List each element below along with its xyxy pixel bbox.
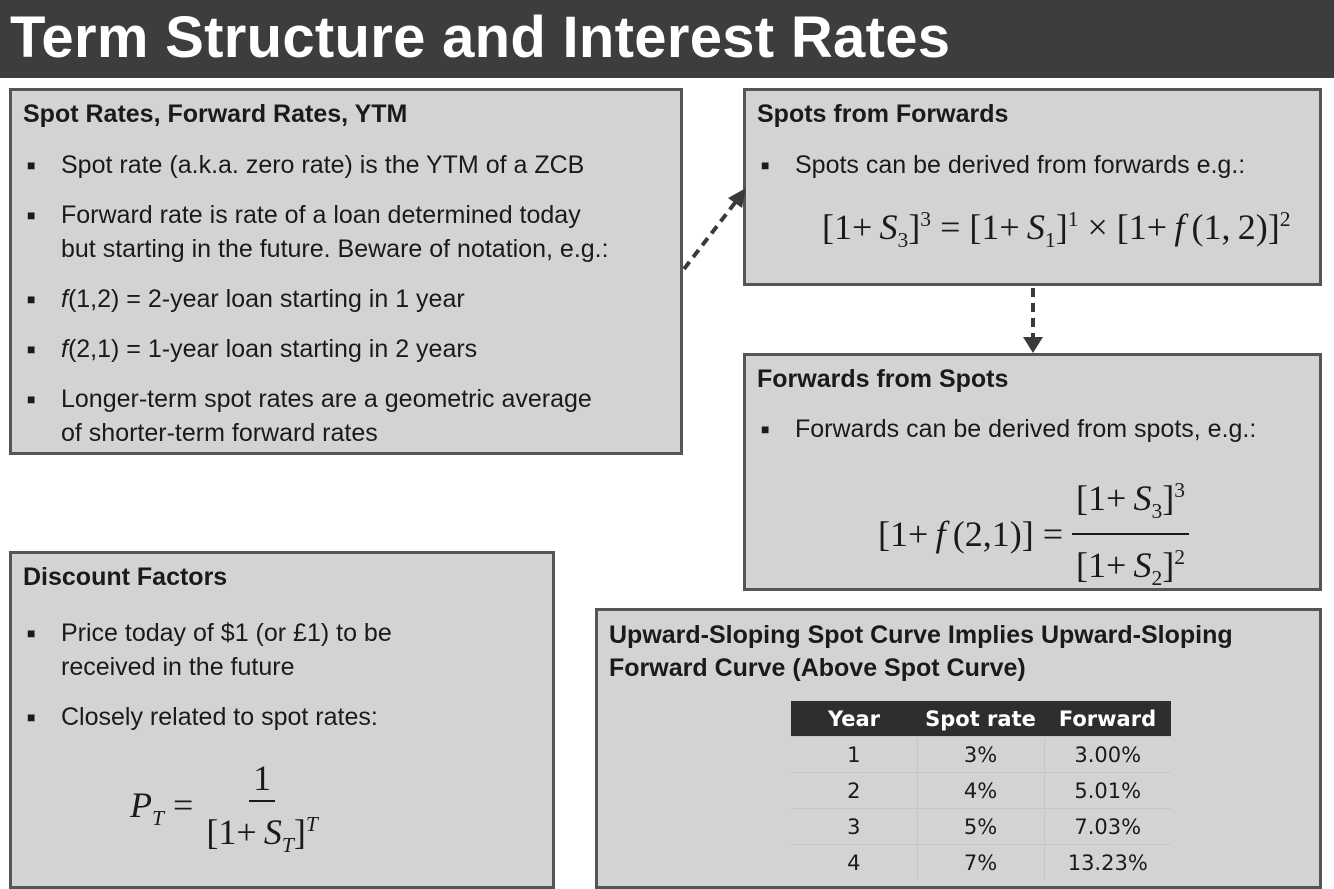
table-cell-forward: 5.01%	[1044, 773, 1171, 809]
discount-factor-formula: $P_T$ = $\frac{1}{[1+ S_T]^T}$	[130, 756, 322, 867]
bullet-closely-related: ■ Closely related to spot rates:	[24, 700, 392, 734]
bullet-square-icon: ■	[27, 291, 36, 307]
bullet-f21: ■ f(2,1) = 1-year loan starting in 2 years	[24, 332, 609, 366]
table-cell-forward: 3.00%	[1044, 737, 1171, 773]
table-cell-year: 4	[791, 845, 917, 881]
column-header-forward: Forward	[1044, 701, 1171, 737]
table-cell-spot: 4%	[917, 773, 1044, 809]
table-cell-spot: 5%	[917, 809, 1044, 845]
upward-sloping-heading: Upward-Sloping Spot Curve Implies Upward-Sloping Forward Curve (Above Spot Curve)	[609, 621, 1233, 682]
spots-from-forwards-heading: Spots from Forwards	[757, 100, 1009, 128]
table-cell-year: 3	[791, 809, 917, 845]
discount-factors-heading: Discount Factors	[23, 563, 228, 591]
bullet-square-icon: ■	[27, 207, 36, 223]
table-cell-year: 1	[791, 737, 917, 773]
forwards-from-spots-heading: Forwards from Spots	[757, 365, 1009, 393]
arrow-to-spots-from-forwards	[684, 195, 741, 269]
table-cell-forward: 13.23%	[1044, 845, 1171, 881]
bullet-square-icon: ■	[27, 341, 36, 357]
page-title: Term Structure and Interest Rates	[10, 5, 951, 70]
column-header-spot-rate: Spot rate	[917, 701, 1044, 737]
forwards-from-spots-formula: [1+ f (2,1)] = $\frac{[1+ S_3]^3}{[1+ S_2]^2}$	[878, 468, 1189, 600]
arrowhead-up-icon	[728, 188, 746, 208]
bullet-forwards-derived: ■ Forwards can be derived from spots, e.g.:	[758, 412, 1256, 446]
bullet-spot-rate: ■ Spot rate (a.k.a. zero rate) is the YTM of a ZCB	[24, 148, 609, 182]
table-cell-spot: 7%	[917, 845, 1044, 881]
bullet-price-today: ■ Price today of $1 (or £1) to be received in the future	[24, 616, 392, 684]
bullet-square-icon: ■	[27, 625, 36, 641]
bullet-square-icon: ■	[27, 709, 36, 725]
bullet-square-icon: ■	[27, 391, 36, 407]
bullet-square-icon: ■	[761, 157, 770, 173]
table-cell-forward: 7.03%	[1044, 809, 1171, 845]
bullet-f12: ■ f(1,2) = 2-year loan starting in 1 year	[24, 282, 609, 316]
discount-fraction: $\frac{1}{[1+ S_T]^T}$	[206, 758, 318, 858]
bullet-square-icon: ■	[27, 157, 36, 173]
arrowhead-down-icon	[1023, 337, 1043, 353]
bullet-spots-derived: ■ Spots can be derived from forwards e.g.:	[758, 148, 1245, 182]
bullet-square-icon: ■	[761, 421, 770, 437]
bullet-forward-rate: ■ Forward rate is rate of a loan determined today but starting in the future. Beware of notation, e.g.:	[24, 198, 609, 266]
forward-fraction: $\frac{[1+ S_3]^3}{[1+ S_2]^2}$	[1072, 468, 1189, 600]
spots-from-forwards-formula: $[1+ S_3]^3 = [1+ S_1]^1 \times [1+ f$ (1, 2)]$^2$	[822, 207, 1291, 253]
column-header-year: Year	[791, 701, 917, 737]
spot-rates-heading: Spot Rates, Forward Rates, YTM	[23, 100, 408, 128]
bullet-geometric-average: ■ Longer-term spot rates are a geometric average of shorter-term forward rates	[24, 382, 609, 450]
table-cell-spot: 3%	[917, 737, 1044, 773]
table-cell-year: 2	[791, 773, 917, 809]
